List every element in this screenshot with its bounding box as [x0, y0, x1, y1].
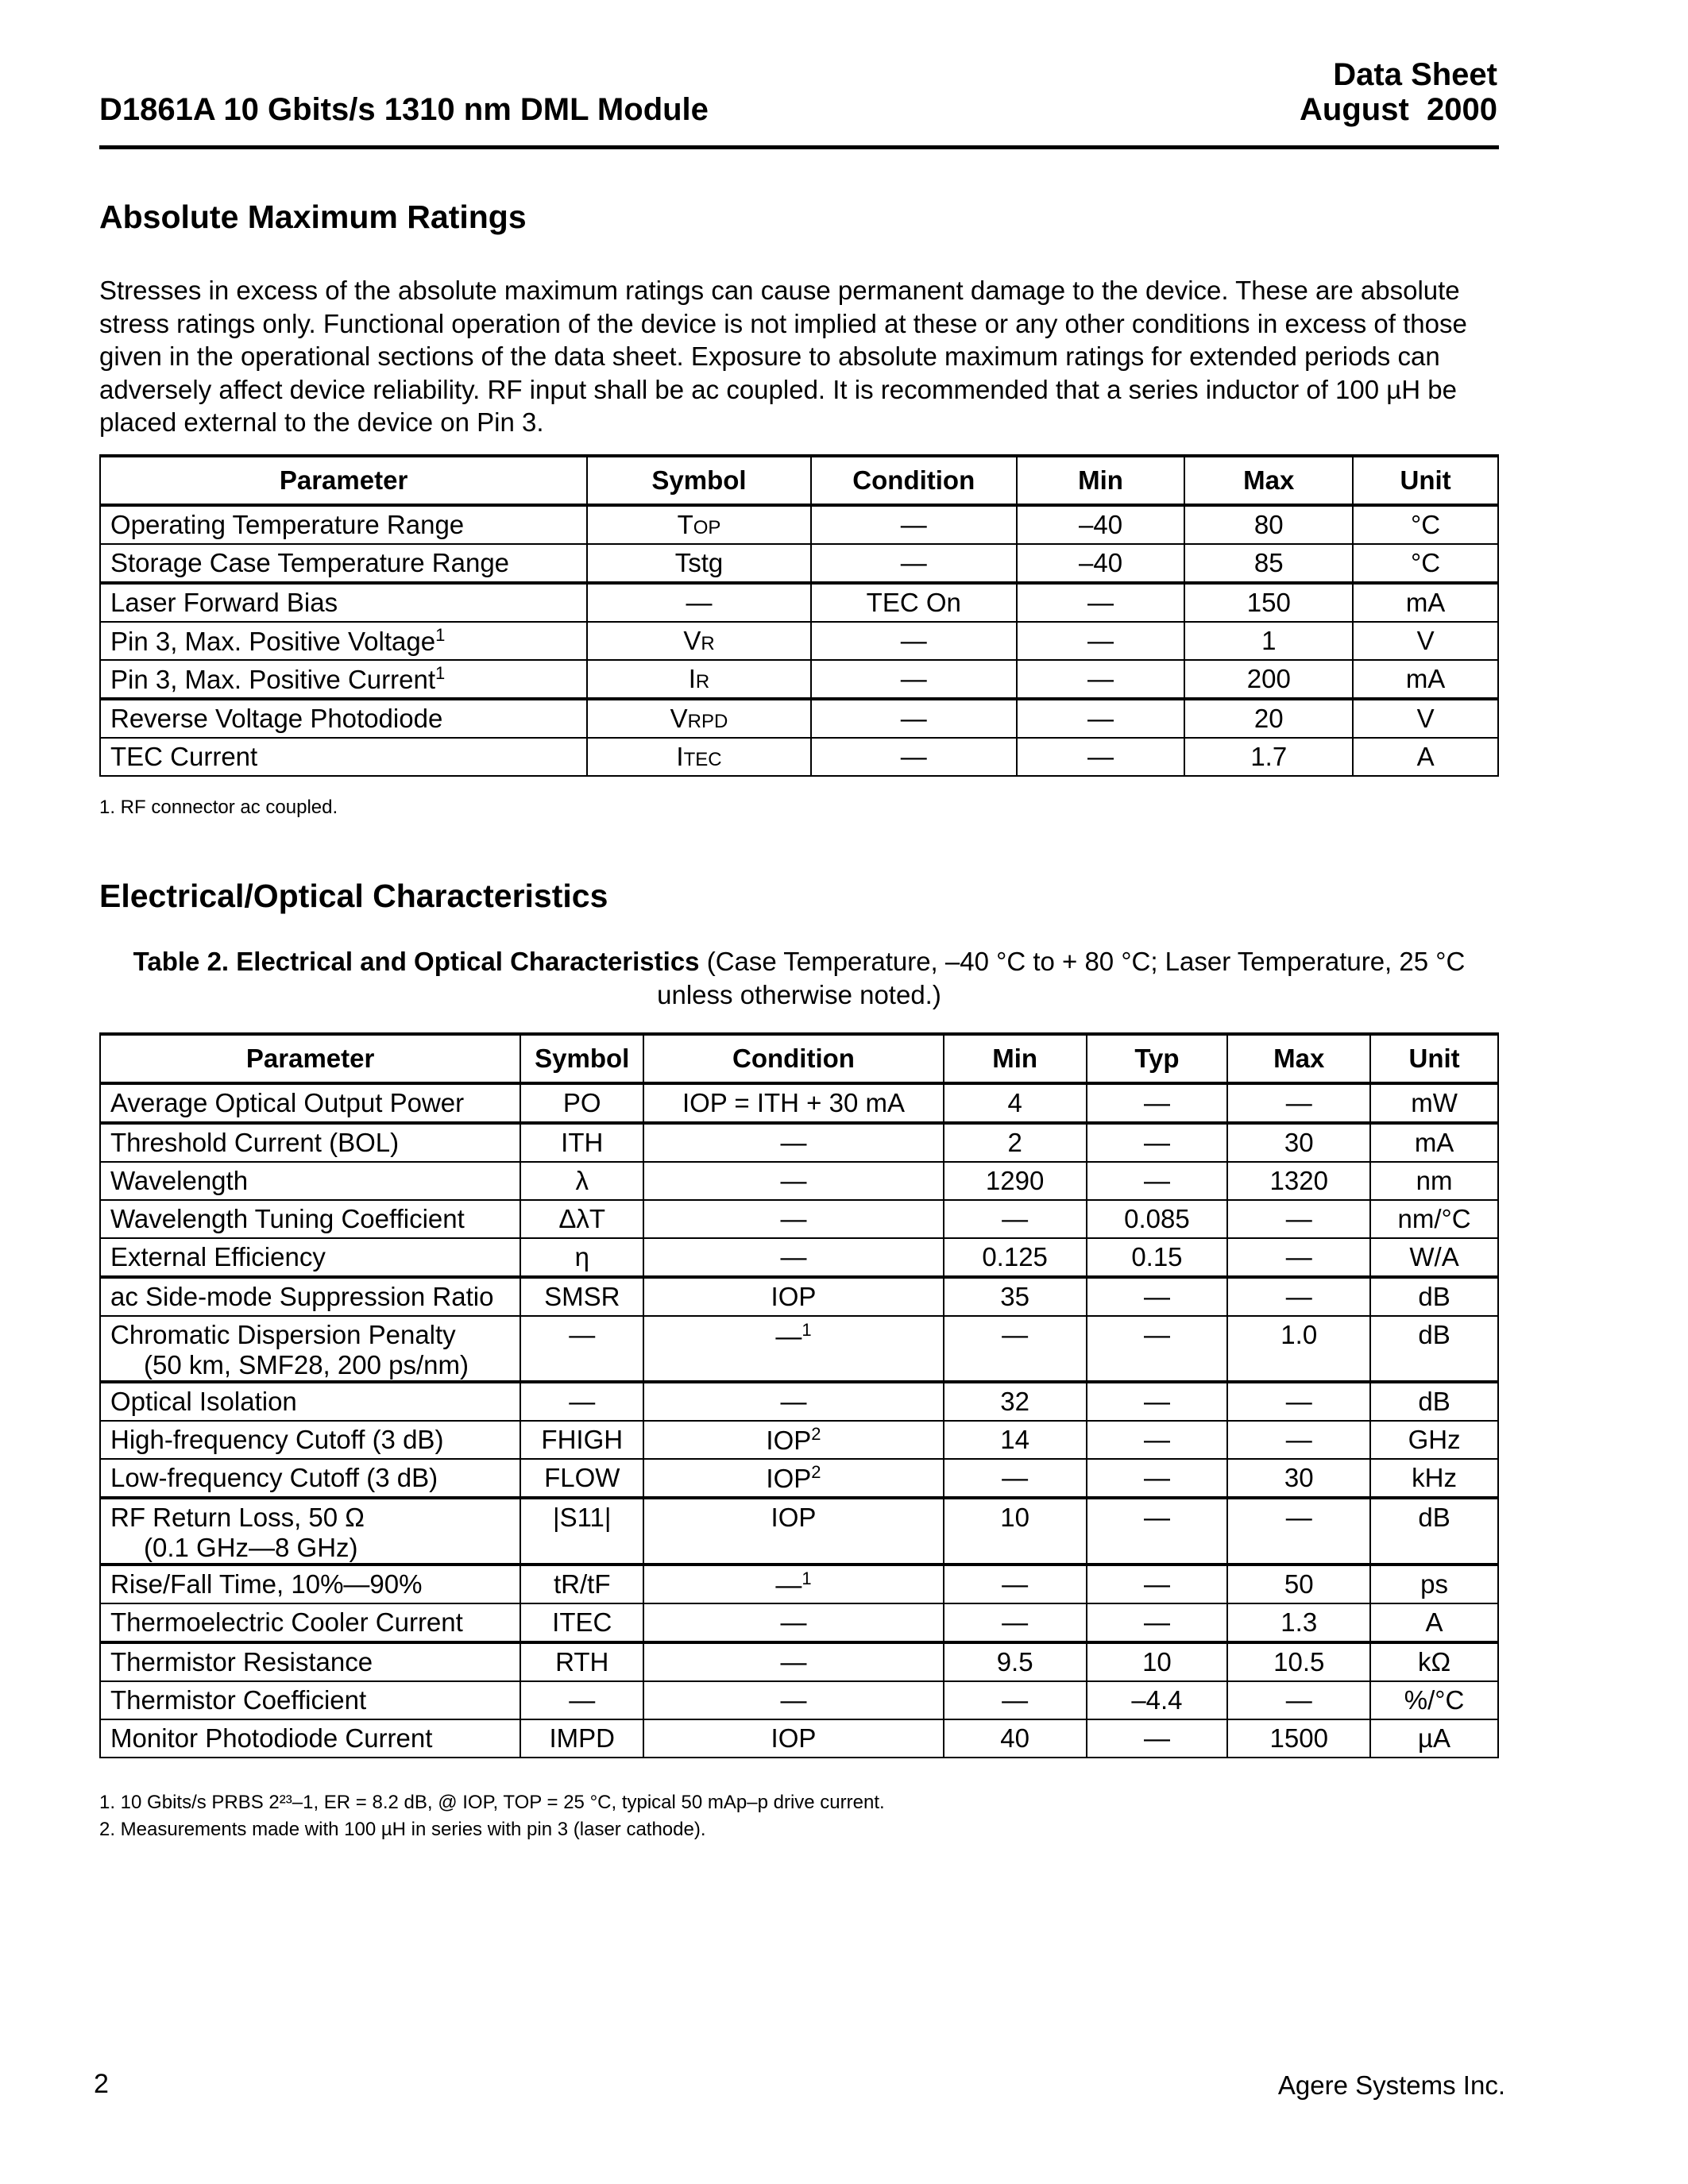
cell-min: —: [1017, 738, 1185, 776]
column-header: Symbol: [587, 456, 811, 505]
intro-paragraph: Stresses in excess of the absolute maximum ratings can cause permanent damage to the device. These are absolute stress ratings only. Functional operation of the device is not implied at these or any other conditions in excess of those given in the operational sections of the data sheet. Exposure to absolute maximum ratings for extended periods can adversely affect device reliability. RF input shall be ac coupled. It is recommended that a series inductor of 100 µH be placed external to the device on Pin 3.: [99, 276, 1467, 437]
cell-parameter: [100, 1498, 520, 1565]
cell-parameter: [100, 1277, 520, 1316]
cell-parameter: [100, 1421, 520, 1459]
cell-max: 30: [1227, 1123, 1370, 1162]
cell-min: —: [1017, 583, 1185, 622]
parameter-name: Threshold Current (BOL): [110, 1128, 400, 1157]
cell-symbol: |S11|: [520, 1498, 643, 1565]
caption-title: Table 2. Electrical and Optical Characteristics: [133, 947, 700, 976]
cell-min: 40: [944, 1719, 1087, 1758]
cell-parameter: Pin 3, Max. Positive Current$^1$: [100, 660, 587, 699]
column-header: Symbol: [520, 1034, 643, 1083]
cell-symbol: RTH: [520, 1642, 643, 1681]
cell-parameter: Laser Forward Bias: [100, 583, 587, 622]
table-row: [100, 1382, 1498, 1421]
cell-max: 85: [1184, 544, 1353, 583]
table-row: [100, 1238, 1498, 1277]
column-header: Parameter: [100, 456, 587, 505]
cell-unit: %/°C: [1370, 1681, 1498, 1719]
footnote-1: 1. 10 Gbits/s PRBS 2²³–1, ER = 8.2 dB, @ IOP, TOP = 25 °C, typical 50 mAp–p drive current.: [99, 1792, 885, 1813]
cell-typ: —: [1087, 1083, 1228, 1123]
parameter-name: High-frequency Cutoff (3 dB): [110, 1425, 444, 1454]
cell-symbol: VRPD: [587, 699, 811, 738]
cell-max: 1: [1184, 622, 1353, 660]
cell-parameter: [100, 1123, 520, 1162]
cell-unit: V: [1353, 699, 1498, 738]
cell-unit: dB: [1370, 1382, 1498, 1421]
cell-typ: —: [1087, 1316, 1228, 1382]
table-row: [100, 1459, 1498, 1498]
cell-typ: —: [1087, 1277, 1228, 1316]
column-header: Condition: [811, 456, 1017, 505]
parameter-name: RF Return Loss, 50 Ω: [110, 1503, 365, 1532]
symbol-subscript: TEC: [683, 749, 722, 770]
table-row: [100, 1421, 1498, 1459]
cell-max: —: [1227, 1238, 1370, 1277]
cell-symbol: TOP: [587, 505, 811, 544]
symbol-subscript: RPD: [687, 711, 728, 732]
cell-condition: —: [811, 699, 1017, 738]
table-row: [100, 738, 1498, 776]
cell-condition: —: [643, 1681, 943, 1719]
cell-parameter: [100, 1642, 520, 1681]
cell-min: —: [1017, 622, 1185, 660]
column-header: Unit: [1370, 1034, 1498, 1083]
doc-date: August 2000: [1300, 92, 1497, 127]
table-row: [100, 1200, 1498, 1238]
cell-symbol: —: [520, 1382, 643, 1421]
table-row: [100, 1719, 1498, 1758]
symbol-subscript: R: [701, 633, 715, 654]
cell-max: 30: [1227, 1459, 1370, 1498]
cell-unit: ps: [1370, 1565, 1498, 1603]
cell-max: 1500: [1227, 1719, 1370, 1758]
table-row: [100, 622, 1498, 660]
footnote-ref: 2: [811, 1462, 821, 1482]
cell-typ: —: [1087, 1421, 1228, 1459]
cell-symbol: —: [587, 583, 811, 622]
cell-condition: —: [643, 1642, 943, 1681]
parameter-name: Low-frequency Cutoff (3 dB): [110, 1463, 438, 1492]
cell-max: —: [1227, 1421, 1370, 1459]
cell-condition: IOP = ITH + 30 mA: [643, 1083, 943, 1123]
cell-min: —: [944, 1565, 1087, 1603]
cell-symbol: λ: [520, 1162, 643, 1200]
cell-unit: A: [1353, 738, 1498, 776]
parameter-name: Optical Isolation: [110, 1387, 297, 1416]
cell-symbol: IMPD: [520, 1719, 643, 1758]
cell-parameter: [100, 1681, 520, 1719]
table-row: [100, 699, 1498, 738]
parameter-name: Wavelength: [110, 1166, 249, 1195]
cell-unit: mW: [1370, 1083, 1498, 1123]
cell-max: 1.3: [1227, 1603, 1370, 1642]
cell-max: 1.0: [1227, 1316, 1370, 1382]
cell-typ: —: [1087, 1603, 1228, 1642]
cell-max: 50: [1227, 1565, 1370, 1603]
cell-max: 10.5: [1227, 1642, 1370, 1681]
column-header: Min: [1017, 456, 1185, 505]
cell-symbol: FHIGH: [520, 1421, 643, 1459]
electrical-optical-table: [99, 1032, 1499, 1758]
cell-min: 4: [944, 1083, 1087, 1123]
cell-typ: —: [1087, 1123, 1228, 1162]
symbol-subscript: OP: [693, 517, 721, 538]
cell-parameter: [100, 1316, 520, 1382]
cell-condition: IOP: [643, 1277, 943, 1316]
cell-symbol: ITEC: [587, 738, 811, 776]
cell-condition: IOP$^2$: [643, 1421, 943, 1459]
cell-min: 9.5: [944, 1642, 1087, 1681]
header-divider: [99, 145, 1499, 149]
doc-title: D1861A 10 Gbits/s 1310 nm DML Module: [99, 92, 709, 127]
cell-max: —: [1227, 1277, 1370, 1316]
cell-symbol: —: [520, 1681, 643, 1719]
cell-max: 1320: [1227, 1162, 1370, 1200]
symbol-subscript: R: [695, 671, 710, 693]
cell-condition: —: [811, 505, 1017, 544]
cell-parameter: Pin 3, Max. Positive Voltage$^1$: [100, 622, 587, 660]
cell-max: —: [1227, 1681, 1370, 1719]
cell-condition: —: [811, 622, 1017, 660]
cell-condition: —: [643, 1382, 943, 1421]
cell-condition: IOP$^2$: [643, 1459, 943, 1498]
table-row: [100, 1565, 1498, 1603]
footnote-ref: 1: [802, 1569, 812, 1588]
cell-symbol: FLOW: [520, 1459, 643, 1498]
cell-condition: —: [811, 544, 1017, 583]
cell-parameter: [100, 1162, 520, 1200]
cell-max: 150: [1184, 583, 1353, 622]
cell-unit: kHz: [1370, 1459, 1498, 1498]
caption-conditions: (Case Temperature, –40 °C to + 80 °C; Laser Temperature, 25 °C unless otherwise noted.): [657, 947, 1466, 1009]
cell-unit: µA: [1370, 1719, 1498, 1758]
parameter-name: Monitor Photodiode Current: [110, 1723, 433, 1753]
table-row: [100, 1603, 1498, 1642]
cell-symbol: IR: [587, 660, 811, 699]
cell-condition: —$^1$: [643, 1316, 943, 1382]
cell-symbol: —: [520, 1316, 643, 1382]
cell-max: 80: [1184, 505, 1353, 544]
cell-parameter: Storage Case Temperature Range: [100, 544, 587, 583]
cell-condition: IOP: [643, 1719, 943, 1758]
absolute-max-ratings-table: [99, 454, 1499, 777]
cell-unit: °C: [1353, 505, 1498, 544]
cell-max: —: [1227, 1083, 1370, 1123]
cell-symbol: tR/tF: [520, 1565, 643, 1603]
cell-symbol: ITH: [520, 1123, 643, 1162]
cell-max: —: [1227, 1382, 1370, 1421]
table-caption: [99, 945, 1499, 1012]
cell-symbol: ΔλT: [520, 1200, 643, 1238]
cell-typ: —: [1087, 1498, 1228, 1565]
table-row: [100, 1083, 1498, 1123]
cell-unit: nm: [1370, 1162, 1498, 1200]
cell-condition: —: [643, 1603, 943, 1642]
cell-min: 2: [944, 1123, 1087, 1162]
parameter-name: Thermistor Coefficient: [110, 1685, 367, 1715]
table-row: [100, 1681, 1498, 1719]
table-row: [100, 1123, 1498, 1162]
cell-min: 1290: [944, 1162, 1087, 1200]
table-row: [100, 1642, 1498, 1681]
parameter-name: Thermoelectric Cooler Current: [110, 1607, 463, 1637]
cell-parameter: [100, 1719, 520, 1758]
cell-symbol: SMSR: [520, 1277, 643, 1316]
cell-parameter: [100, 1382, 520, 1421]
cell-min: 14: [944, 1421, 1087, 1459]
cell-min: —: [944, 1603, 1087, 1642]
parameter-name: Thermistor Resistance: [110, 1647, 373, 1677]
footnote-ref: 1: [435, 663, 446, 683]
cell-typ: 0.15: [1087, 1238, 1228, 1277]
table-row: [100, 1277, 1498, 1316]
parameter-name: Average Optical Output Power: [110, 1088, 465, 1117]
table-row: [100, 544, 1498, 583]
parameter-detail: (0.1 GHz—8 GHz): [144, 1533, 358, 1562]
cell-typ: —: [1087, 1719, 1228, 1758]
column-header: Max: [1227, 1034, 1370, 1083]
column-header: Min: [944, 1034, 1087, 1083]
cell-symbol: η: [520, 1238, 643, 1277]
cell-parameter: Operating Temperature Range: [100, 505, 587, 544]
cell-condition: —: [643, 1123, 943, 1162]
cell-min: —: [944, 1200, 1087, 1238]
cell-unit: dB: [1370, 1277, 1498, 1316]
column-header: Parameter: [100, 1034, 520, 1083]
footnote-ref: 1: [802, 1320, 812, 1340]
cell-min: –40: [1017, 505, 1185, 544]
cell-unit: kΩ: [1370, 1642, 1498, 1681]
cell-max: —: [1227, 1200, 1370, 1238]
section-heading-absolute-max: Absolute Maximum Ratings: [99, 199, 527, 235]
cell-parameter: Reverse Voltage Photodiode: [100, 699, 587, 738]
cell-condition: —: [811, 738, 1017, 776]
cell-unit: GHz: [1370, 1421, 1498, 1459]
cell-symbol: VR: [587, 622, 811, 660]
cell-typ: 10: [1087, 1642, 1228, 1681]
page-number: 2: [94, 2069, 109, 2099]
cell-unit: A: [1370, 1603, 1498, 1642]
cell-typ: —: [1087, 1382, 1228, 1421]
parameter-name: Rise/Fall Time, 10%—90%: [110, 1569, 423, 1599]
cell-unit: mA: [1353, 660, 1498, 699]
cell-typ: —: [1087, 1565, 1228, 1603]
doc-type: Data Sheet: [1333, 57, 1497, 92]
table-row: [100, 505, 1498, 544]
cell-max: 20: [1184, 699, 1353, 738]
cell-unit: dB: [1370, 1316, 1498, 1382]
cell-typ: —: [1087, 1162, 1228, 1200]
cell-max: 1.7: [1184, 738, 1353, 776]
footnote-ref: 1: [435, 625, 446, 645]
header-right: [1300, 57, 1497, 127]
cell-parameter: [100, 1459, 520, 1498]
table-row: [100, 660, 1498, 699]
footnote-1: 1. RF connector ac coupled.: [99, 797, 338, 818]
cell-min: —: [1017, 699, 1185, 738]
table-row: [100, 1498, 1498, 1565]
cell-condition: —: [643, 1200, 943, 1238]
company-name: Agere Systems Inc.: [1277, 2070, 1505, 2100]
parameter-detail: (50 km, SMF28, 200 ps/nm): [144, 1350, 469, 1379]
cell-parameter: [100, 1238, 520, 1277]
table-header-row: [100, 456, 1498, 505]
cell-parameter: [100, 1603, 520, 1642]
cell-typ: –4.4: [1087, 1681, 1228, 1719]
cell-min: 10: [944, 1498, 1087, 1565]
table-header-row: [100, 1034, 1498, 1083]
cell-condition: —: [643, 1238, 943, 1277]
cell-max: 200: [1184, 660, 1353, 699]
cell-symbol: PO: [520, 1083, 643, 1123]
cell-min: —: [1017, 660, 1185, 699]
column-header: Condition: [643, 1034, 943, 1083]
cell-typ: —: [1087, 1459, 1228, 1498]
column-header: Typ: [1087, 1034, 1228, 1083]
cell-min: –40: [1017, 544, 1185, 583]
column-header: Unit: [1353, 456, 1498, 505]
cell-symbol: ITEC: [520, 1603, 643, 1642]
cell-condition: —: [643, 1162, 943, 1200]
cell-typ: 0.085: [1087, 1200, 1228, 1238]
cell-unit: W/A: [1370, 1238, 1498, 1277]
cell-unit: mA: [1370, 1123, 1498, 1162]
table-row: [100, 583, 1498, 622]
cell-unit: V: [1353, 622, 1498, 660]
cell-min: —: [944, 1316, 1087, 1382]
table-row: [100, 1162, 1498, 1200]
cell-parameter: [100, 1200, 520, 1238]
cell-min: —: [944, 1459, 1087, 1498]
cell-condition: —$^1$: [643, 1565, 943, 1603]
cell-condition: TEC On: [811, 583, 1017, 622]
parameter-name: Chromatic Dispersion Penalty: [110, 1320, 456, 1349]
cell-condition: —: [811, 660, 1017, 699]
cell-max: —: [1227, 1498, 1370, 1565]
cell-min: 0.125: [944, 1238, 1087, 1277]
cell-unit: °C: [1353, 544, 1498, 583]
table-row: [100, 1316, 1498, 1382]
cell-parameter: [100, 1565, 520, 1603]
cell-symbol: Tstg: [587, 544, 811, 583]
footnote-2: 2. Measurements made with 100 µH in series with pin 3 (laser cathode).: [99, 1819, 706, 1840]
parameter-name: External Efficiency: [110, 1242, 326, 1271]
cell-parameter: TEC Current: [100, 738, 587, 776]
cell-min: —: [944, 1681, 1087, 1719]
parameter-name: Wavelength Tuning Coefficient: [110, 1204, 465, 1233]
table2-footnotes: [99, 1789, 885, 1843]
section-heading-electrical-optical: Electrical/Optical Characteristics: [99, 878, 608, 914]
parameter-name: ac Side-mode Suppression Ratio: [110, 1282, 494, 1311]
cell-parameter: [100, 1083, 520, 1123]
cell-unit: mA: [1353, 583, 1498, 622]
cell-min: 35: [944, 1277, 1087, 1316]
footnote-ref: 2: [811, 1424, 821, 1444]
cell-unit: dB: [1370, 1498, 1498, 1565]
cell-min: 32: [944, 1382, 1087, 1421]
cell-condition: IOP: [643, 1498, 943, 1565]
cell-unit: nm/°C: [1370, 1200, 1498, 1238]
column-header: Max: [1184, 456, 1353, 505]
